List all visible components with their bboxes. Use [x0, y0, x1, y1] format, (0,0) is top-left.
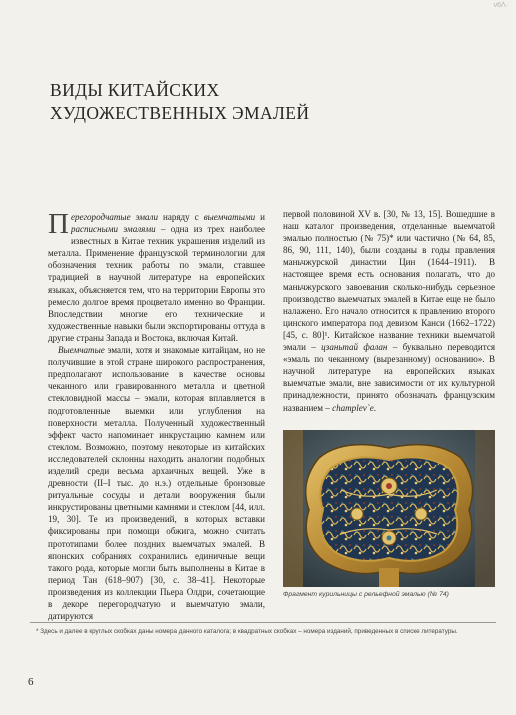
text-span: .	[373, 402, 377, 413]
figure-caption: Фрагмент курильницы с рельефной эмалью (№ 74)	[283, 591, 449, 598]
paragraph-1	[48, 208, 266, 344]
term-cloisonne: ерегородчатые эмали	[70, 212, 158, 222]
page-number: 6	[28, 676, 34, 688]
paragraph-2	[48, 344, 265, 622]
text-span: – буквально переводится «эмаль по чеканному (вырезанному) основанию». В научной литературе на европейских языках выемчатые эмали, вне зависимости от их культурной принадлежности, принято обозначать французским названием –	[283, 342, 496, 413]
term-french-name: champlev`e	[332, 402, 374, 413]
left-column	[48, 208, 266, 622]
text-span: эмали, хотя и знакомые китайцам, но не получившие в этой стране широкого распространения, предполагают использование в качестве основы чеканного или гравированного металла и цветной стекловидной массы – эмали, которая вплавляется в подготовленные выемки или углубления на поверхности металла. Полученный художественный эффект часто напоминает инкрустацию камнем или стеклом. Возможно, поэтому некоторые из китайских исследователей склонны находить аналогии подобных изделий среди весьма архаичных вещей. Уже в древности (II–I тыс. до н.э.) отдельные бронзовые ритуальные сосуды и детали вооружения были инкрустированы цветными камнями и стеклом [44, илл. 19, 30]. Те из произведений, в которых вставки фиксированы при помощи обжига, можно считать прототипами более поздних выемчатых эмалей. В японских собраниях сохранились единичные вещи такого рода, которые могли быть выполнены в Китае в период Тан (618–907) [30, с. 38–41]. Некоторые произведения из коллекции Пьера Олдри, сочетающие в декоре перегородчатую и выемчатую эмали, датируются	[48, 345, 265, 622]
right-column	[283, 208, 495, 414]
text-span: наряду с	[158, 212, 204, 222]
paragraph-3	[283, 208, 495, 414]
text-span: и	[255, 212, 265, 222]
term-chinese-name: цзаньтай фалан	[321, 342, 388, 353]
censer-fragment-photo	[283, 430, 495, 587]
page-title-line-2: ХУДОЖЕСТВЕННЫХ ЭМАЛЕЙ	[50, 103, 310, 123]
page-title	[50, 79, 350, 125]
footnote: * Здесь и далее в круглых скобках даны номера данного каталога; в квадратных скобках – номера изданий, приведенных в списке литературы.	[36, 628, 458, 635]
term-champleve: выемчатыми	[203, 212, 256, 222]
term-champleve-2: Выемчатые	[58, 345, 105, 356]
censer-illustration	[283, 430, 495, 587]
page-title-line-1: ВИДЫ КИТАЙСКИХ	[50, 80, 220, 100]
text-span: – одна из трех наиболее известных в Китае техник украшения изделий из металла. Применение французской терминологии для обозначения техник работы по эмали, ставшее традицией в научной литературе на европейских языках, объясняется тем, что на территории Европы это ремесло долгое время процветало именно во Франции. Впоследствии многие его технические и художественные навыки были экспортированы оттуда в другие страны Запада и Востока, включая Китай.	[48, 224, 266, 343]
footnote-divider	[30, 622, 496, 623]
drop-cap: П	[48, 208, 69, 240]
corner-mark: ν6Λ·	[493, 2, 508, 9]
text-span: первой половиной XV в. [30, № 13, 15]. Вошедшие в наш каталог произведения, отделанные выемчатой эмалью полностью (№ 75)* или частично (№ 64, 85, 86, 90, 111, 140), были созданы в годы правления маньчжурской династии Цин (1644–1911). В настоящее время есть основания полагать, что до маньчжурского завоевания сколько-нибудь серьезное производство выемчатых эмалей в Китае еще не было налажено. Его начало относится к правлению второго цинского императора под девизом Канси (1662–1722) [45, с. 80]¹. Китайское название техники выемчатой эмали –	[283, 209, 495, 353]
term-painted: расписными эмалями	[70, 224, 156, 235]
